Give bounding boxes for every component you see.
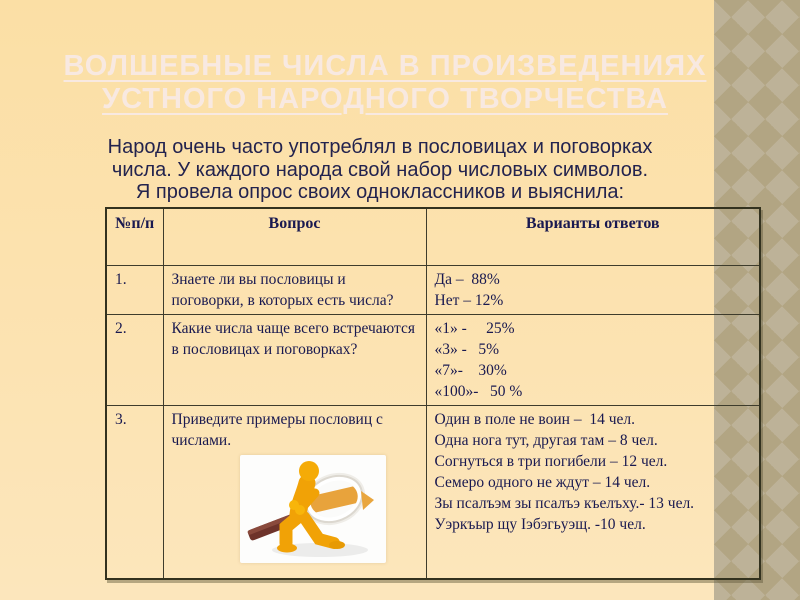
header-question: Вопрос: [163, 208, 426, 265]
table-row: [106, 405, 760, 579]
intro-line-3: Я провела опрос своих одноклассников и выяснила:: [135, 181, 625, 203]
row1-question: Знаете ли вы пословицы и поговорки, в которых есть числа?: [163, 265, 426, 314]
row2-answers: «1» - 25% «3» - 5% «7»- 30% «100»- 50 %: [426, 314, 760, 405]
row1-number: 1.: [106, 265, 163, 314]
intro-line-2: числа. У каждого народа свой набор числовых символов.: [111, 158, 649, 181]
intro-line-1: Народ очень часто употреблял в пословицах и поговорках: [107, 136, 653, 158]
slide-title-line-1: ВОЛШЕБНЫЕ ЧИСЛА В ПРОИЗВЕДЕНИЯХ: [63, 50, 707, 82]
slide-title-line-2: УСТНОГО НАРОДНОГО ТВОРЧЕСТВА: [102, 83, 668, 115]
row3-answers: Один в поле не воин – 14 чел. Одна нога тут, другая там – 8 чел. Согнуться в три погибели – 12 чел. Семеро одного не ждут – 14 чел. Зы псалъэм зы псалъэ къелъху.- 13 чел. Уэркъыр щу Iэбэгьуэщ. -10 чел.: [426, 405, 760, 579]
survey-table: [105, 207, 761, 580]
intro-paragraph: [20, 136, 740, 204]
row1-answers: Да – 88% Нет – 12%: [426, 265, 760, 314]
man-with-magnifying-glass-icon: [240, 455, 386, 563]
row3-number: 3.: [106, 405, 163, 579]
header-answers: Варианты ответов: [426, 208, 760, 265]
row2-question: Какие числа чаще всего встречаются в пословицах и поговорках?: [163, 314, 426, 405]
header-num: №п/п: [106, 208, 163, 265]
table-header-row: [106, 208, 760, 265]
slide-title: [0, 50, 770, 116]
row3-question: Приведите примеры пословиц с числами.: [163, 405, 426, 579]
table-row: [106, 265, 760, 314]
table-row: [106, 314, 760, 405]
row2-number: 2.: [106, 314, 163, 405]
magnifier-figure-image: [240, 455, 386, 563]
